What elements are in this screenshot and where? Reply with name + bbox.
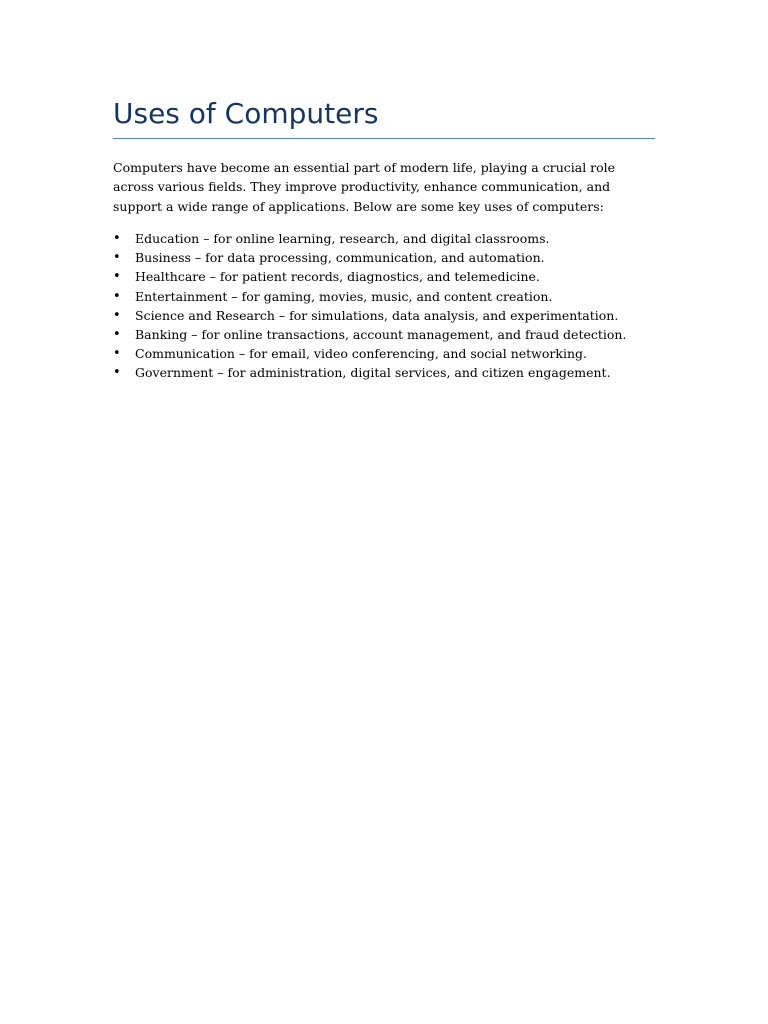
list-item-text: Healthcare – for patient records, diagnostics, and telemedicine. bbox=[135, 269, 540, 285]
list-item bbox=[113, 325, 655, 344]
document-body bbox=[113, 96, 655, 383]
list-item-text: Banking – for online transactions, account management, and fraud detection. bbox=[135, 326, 627, 342]
list-item bbox=[113, 229, 655, 248]
bullet-icon: • bbox=[113, 250, 121, 266]
bullet-icon: • bbox=[113, 288, 121, 304]
bullet-icon: • bbox=[113, 269, 121, 285]
list-item-text: Government – for administration, digital services, and citizen engagement. bbox=[135, 365, 611, 381]
bullet-icon: • bbox=[113, 307, 121, 323]
list-item bbox=[113, 306, 655, 325]
bullet-icon: • bbox=[113, 230, 121, 246]
list-item bbox=[113, 248, 655, 267]
list-item bbox=[113, 287, 655, 306]
list-item bbox=[113, 344, 655, 363]
list-item-text: Business – for data processing, communication, and automation. bbox=[135, 250, 545, 266]
list-item bbox=[113, 267, 655, 286]
bullet-icon: • bbox=[113, 365, 121, 381]
bullet-icon: • bbox=[113, 346, 121, 362]
title-divider bbox=[113, 138, 655, 139]
list-item-text: Education – for online learning, research, and digital classrooms. bbox=[135, 230, 550, 246]
list-item-text: Science and Research – for simulations, data analysis, and experimentation. bbox=[135, 307, 619, 323]
list-item bbox=[113, 363, 655, 382]
list-item-text: Entertainment – for gaming, movies, music, and content creation. bbox=[135, 288, 553, 304]
uses-list bbox=[113, 229, 655, 383]
list-item-text: Communication – for email, video conferencing, and social networking. bbox=[135, 346, 587, 362]
bullet-icon: • bbox=[113, 326, 121, 342]
intro-paragraph: Computers have become an essential part of modern life, playing a crucial role across various fields. They improve productivity, enhance communication, and support a wide range of applications. Below are some key uses of computers: bbox=[113, 160, 616, 214]
document-title: Uses of Computers bbox=[113, 97, 379, 130]
